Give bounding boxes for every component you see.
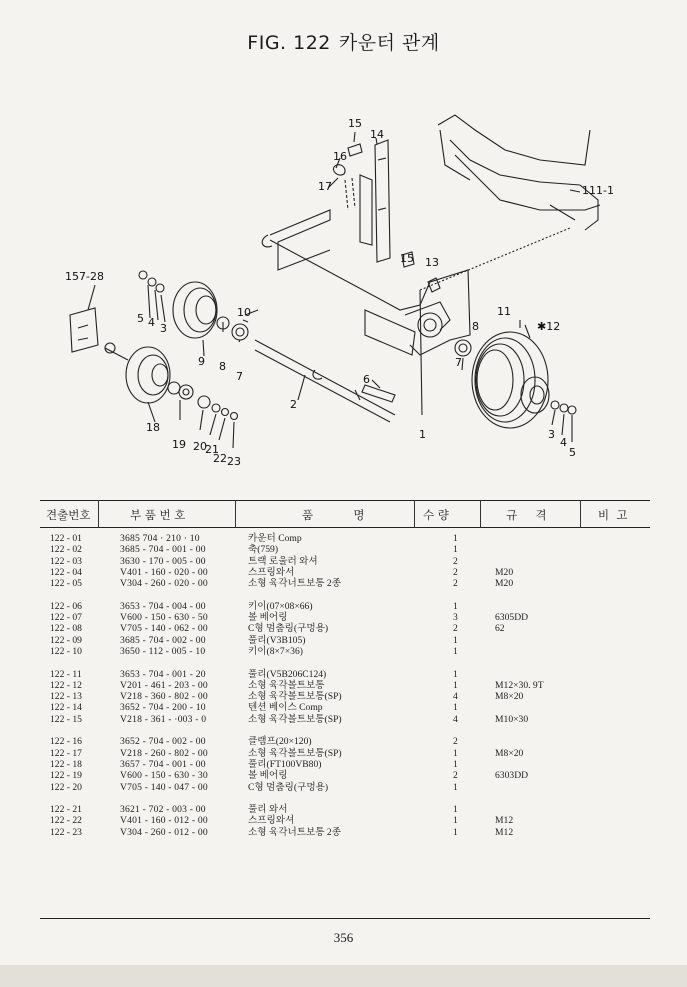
figure-title [0, 28, 687, 55]
item-no-cell: 122 - 17 [50, 747, 82, 759]
page-number: 356 [333, 930, 354, 945]
part-no-cell: 3657 - 704 - 001 - 00 [120, 758, 206, 770]
spec-cell: M8×20 [495, 747, 524, 759]
name-cell: 소형 육각볼트보통(SP) [248, 691, 342, 703]
table-row [40, 770, 650, 781]
lower-pulley-18 [126, 347, 170, 403]
part-no-cell: 3685 - 704 - 001 - 00 [120, 544, 206, 556]
item-no-cell: 122 - 22 [50, 815, 82, 827]
qty-cell: 2 [453, 736, 458, 748]
item-no-cell: 122 - 16 [50, 736, 82, 748]
callout-20: 20 [193, 440, 207, 453]
spec-cell: M12×30. 9T [495, 679, 544, 691]
scan-edge [0, 965, 687, 987]
table-row [40, 533, 650, 544]
name-cell: 소형 육각볼트보통(SP) [248, 713, 342, 725]
name-cell: 스프링와서 [248, 566, 295, 578]
shaft-2 [255, 340, 395, 422]
figure-title-text: 카운터 관계 [338, 32, 440, 54]
spec-cell: 6303DD [495, 770, 529, 782]
qty-cell: 1 [453, 747, 458, 759]
callout-14: 14 [370, 128, 384, 141]
part-no-cell: 3685 - 704 - 002 - 00 [120, 634, 206, 646]
figure-label: FIG. 122 [247, 32, 331, 54]
name-cell: 소형 육각너트보통 2종 [248, 578, 342, 590]
callout-7: 7 [236, 370, 243, 383]
callout-2: 2 [290, 398, 297, 411]
qty-cell: 1 [453, 702, 458, 714]
qty-cell: 2 [453, 578, 458, 590]
header-item-no: 견출번호 [46, 508, 91, 522]
part-no-cell: 3653 - 704 - 004 - 00 [120, 600, 206, 612]
item-no-cell: 122 - 23 [50, 826, 82, 838]
table-row [40, 669, 650, 680]
small-pulley-9 [173, 282, 217, 338]
table-row [40, 815, 650, 826]
part-no-cell: V401 - 160 - 020 - 00 [120, 566, 208, 578]
part-no-cell: V705 - 140 - 047 - 00 [120, 781, 208, 793]
qty-cell: 1 [453, 826, 458, 838]
part-no-cell: V600 - 150 - 630 - 50 [120, 612, 208, 624]
part-no-cell: 3652 - 704 - 200 - 10 [120, 702, 206, 714]
header-name: 품 명 [302, 508, 365, 522]
qty-cell: 1 [453, 679, 458, 691]
callout-8b: 8 [472, 320, 479, 333]
qty-cell: 1 [453, 668, 458, 680]
item-no-cell: 122 - 18 [50, 758, 82, 770]
item-no-cell: 122 - 05 [50, 578, 82, 590]
name-cell: 볼 베어링 [248, 612, 288, 624]
callout-157-28: 157-28 [65, 270, 104, 283]
name-cell: 풀리(FT100VB80) [248, 758, 322, 770]
table-row [40, 714, 650, 725]
item-no-cell: 122 - 11 [50, 668, 82, 680]
table-row [40, 782, 650, 793]
group-spacer [40, 589, 650, 600]
qty-cell: 2 [453, 566, 458, 578]
callout-17: 17 [318, 180, 332, 193]
part-no-cell: V705 - 140 - 062 - 00 [120, 623, 208, 635]
counter-bracket [375, 140, 390, 262]
name-cell: 키이(8×7×36) [248, 645, 303, 657]
qty-cell: 2 [453, 623, 458, 635]
item-no-cell: 122 - 02 [50, 544, 82, 556]
callout-8: 8 [219, 360, 226, 373]
name-cell: 풀리(V5B206C124) [248, 668, 327, 680]
part-no-cell: V218 - 360 - 802 - 00 [120, 691, 208, 703]
qty-cell: 4 [453, 713, 458, 725]
qty-cell: 1 [453, 600, 458, 612]
table-row [40, 736, 650, 747]
spec-cell: M20 [495, 578, 514, 590]
name-cell: 트랙 로울러 와셔 [248, 555, 318, 567]
spec-cell: 62 [495, 623, 505, 635]
callout-1: 1 [419, 428, 426, 441]
parts-table-header [40, 505, 650, 525]
table-row [40, 804, 650, 815]
large-pulley-11 [472, 332, 549, 428]
item-no-cell: 122 - 09 [50, 634, 82, 646]
item-no-cell: 122 - 10 [50, 645, 82, 657]
name-cell: C형 멈춤링(구멍용) [248, 623, 329, 635]
group-spacer [40, 657, 650, 668]
name-cell: 볼 베어링 [248, 770, 288, 782]
part-no-cell: 3621 - 702 - 003 - 00 [120, 804, 206, 816]
spec-cell: 6305DD [495, 612, 529, 624]
part-no-cell: 3650 - 112 - 005 - 10 [120, 645, 206, 657]
callout-7b: 7 [455, 356, 462, 369]
name-cell: 키이(07×08×66) [248, 600, 313, 612]
table-row [40, 748, 650, 759]
part-no-cell: 3685 704 · 210 · 10 [120, 533, 200, 544]
qty-cell: 1 [453, 544, 458, 556]
callout-111-1: 111-1 [582, 184, 614, 197]
item-no-cell: 122 - 15 [50, 713, 82, 725]
group-spacer [40, 793, 650, 804]
callout-23: 23 [227, 455, 241, 468]
qty-cell: 1 [453, 634, 458, 646]
name-cell: 텐션 베이스 Comp [248, 702, 323, 714]
callout-12: ✱12 [537, 320, 561, 333]
tension-base-plate [270, 210, 330, 270]
table-row [40, 612, 650, 623]
part-no-cell: 3653 - 704 - 001 - 20 [120, 668, 206, 680]
table-row [40, 623, 650, 634]
callout-16: 16 [333, 150, 347, 163]
item-no-cell: 122 - 14 [50, 702, 82, 714]
callout-18: 18 [146, 421, 160, 434]
table-row [40, 702, 650, 713]
table-bottom-rule [40, 918, 650, 919]
table-row [40, 646, 650, 657]
header-spec: 규 격 [506, 508, 547, 522]
table-row [40, 578, 650, 589]
left-bracket [70, 308, 98, 352]
callout-15: 15 [348, 117, 362, 130]
name-cell: 축(759) [248, 544, 279, 556]
table-row [40, 544, 650, 555]
table-header-rule [40, 527, 650, 528]
part-no-cell: 3630 - 170 - 005 - 00 [120, 555, 206, 567]
spec-cell: M20 [495, 566, 514, 578]
machine-frame [438, 115, 600, 210]
part-no-cell: V304 - 260 - 020 - 00 [120, 578, 208, 590]
item-no-cell: 122 - 12 [50, 679, 82, 691]
header-remark: 비 고 [598, 508, 628, 522]
qty-cell: 1 [453, 645, 458, 657]
spec-cell: M10×30 [495, 713, 529, 725]
table-row [40, 556, 650, 567]
group-spacer [40, 725, 650, 736]
table-row [40, 567, 650, 578]
header-qty: 수 량 [423, 508, 449, 522]
qty-cell: 1 [453, 758, 458, 770]
table-top-rule [40, 500, 650, 501]
spec-cell: M8×20 [495, 691, 524, 703]
callout-19: 19 [172, 438, 186, 451]
callout-4: 4 [148, 316, 155, 329]
callout-6: 6 [363, 373, 370, 386]
name-cell: 풀리 와서 [248, 804, 288, 816]
header-part-no: 부 품 번 호 [130, 508, 186, 522]
qty-cell: 1 [453, 533, 458, 544]
part-no-cell: V401 - 160 - 012 - 00 [120, 815, 208, 827]
item-no-cell: 122 - 08 [50, 623, 82, 635]
exploded-parts-diagram [0, 70, 687, 480]
name-cell: 소형 육각너트보통 2종 [248, 826, 342, 838]
qty-cell: 4 [453, 691, 458, 703]
item-no-cell: 122 - 13 [50, 691, 82, 703]
table-row [40, 759, 650, 770]
table-row [40, 601, 650, 612]
item-no-cell: 122 - 07 [50, 612, 82, 624]
name-cell: 클램프(20×120) [248, 736, 312, 748]
item-no-cell: 122 - 19 [50, 770, 82, 782]
callout-5: 5 [137, 312, 144, 325]
part-no-cell: V600 - 150 - 630 - 30 [120, 770, 208, 782]
callout-4b: 4 [560, 436, 567, 449]
item-no-cell: 122 - 21 [50, 804, 82, 816]
part-no-cell: V201 - 461 - 203 - 00 [120, 679, 208, 691]
name-cell: 스프링와셔 [248, 815, 295, 827]
callout-3b: 3 [548, 428, 555, 441]
spec-cell: M12 [495, 826, 514, 838]
qty-cell: 1 [453, 815, 458, 827]
table-row [40, 635, 650, 646]
callout-21: 21 [205, 443, 219, 456]
table-row [40, 680, 650, 691]
qty-cell: 2 [453, 555, 458, 567]
parts-table-body [40, 533, 650, 838]
name-cell: 소형 육각볼트보통 [248, 679, 325, 691]
name-cell: 풀리(V3B105) [248, 634, 306, 646]
name-cell: 카운터 Comp [248, 533, 302, 544]
part-no-cell: V218 - 260 - 802 - 00 [120, 747, 208, 759]
item-no-cell: 122 - 03 [50, 555, 82, 567]
table-row [40, 691, 650, 702]
part-no-cell: V304 - 260 - 012 - 00 [120, 826, 208, 838]
qty-cell: 1 [453, 804, 458, 816]
callout-10: 10 [237, 306, 251, 319]
item-no-cell: 122 - 01 [50, 533, 82, 544]
callout-15b: 15 [400, 252, 414, 265]
callout-11: 11 [497, 305, 511, 318]
callout-9: 9 [198, 355, 205, 368]
name-cell: C형 멈춤링(구멍용) [248, 781, 329, 793]
qty-cell: 3 [453, 612, 458, 624]
item-no-cell: 122 - 20 [50, 781, 82, 793]
name-cell: 소형 육각볼트보통(SP) [248, 747, 342, 759]
callout-3: 3 [160, 322, 167, 335]
qty-cell: 1 [453, 781, 458, 793]
table-row [40, 827, 650, 838]
item-no-cell: 122 - 04 [50, 566, 82, 578]
callout-13: 13 [425, 256, 439, 269]
qty-cell: 2 [453, 770, 458, 782]
callout-5b: 5 [569, 446, 576, 459]
spec-cell: M12 [495, 815, 514, 827]
callout-22: 22 [213, 452, 227, 465]
part-no-cell: V218 - 361 - ·003 - 0 [120, 713, 207, 725]
item-no-cell: 122 - 06 [50, 600, 82, 612]
part-no-cell: 3652 - 704 - 002 - 00 [120, 736, 206, 748]
